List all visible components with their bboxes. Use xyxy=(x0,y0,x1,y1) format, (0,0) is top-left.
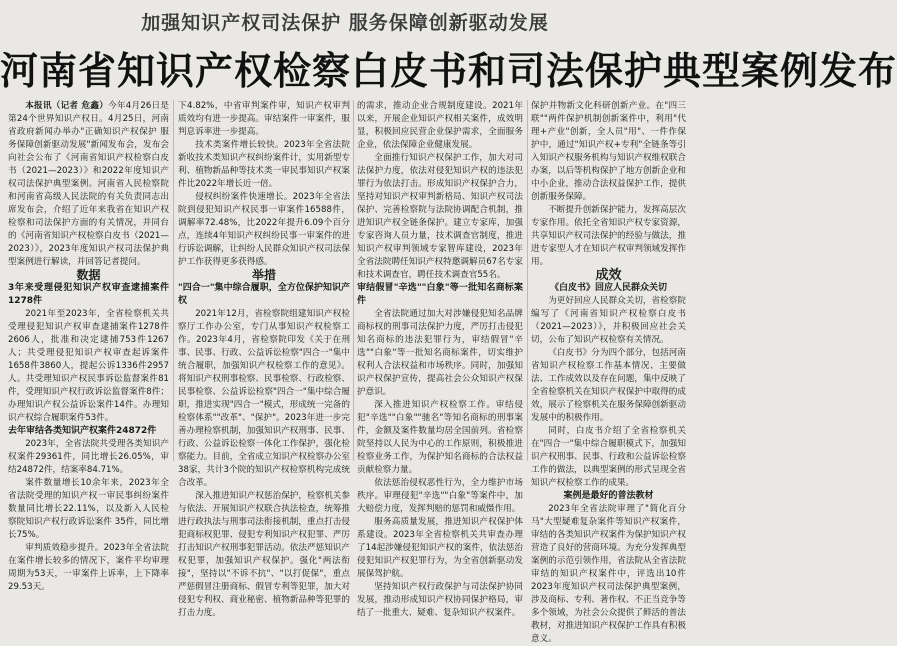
kicker-headline: 加强知识产权司法保护 服务保障创新驱动发展 xyxy=(141,12,549,34)
paragraph: 2021年12月，省检察院组建知识产权检察厅工作办公室，专门从事知识产权检察工作。2023年4月，省检察院印发《关于在刑事、民事、行政、公益诉讼检察"四合一"集中统合履职，加强知识产权检察工作的意见》。将知识产权刑事检察、民事检察、行政检察、民事检察、公益诉讼检察"四合一"集中综合履职，推进实现"四合一"模式，形成统一完备的检察体系""改革"、"保护"。2023年进一步完善办理检察机制，加强知识产权刑事、民事、行政、公益诉讼检察一体化工作保护，强化检察能力。目前，全省成立知识产权检察办公室38家，共计3个院的知识产权检察机构完成统合改革。 xyxy=(178,309,350,488)
subheading-white-paper: 《白皮书》回应人民群众关切 xyxy=(549,283,667,293)
paragraph: 的需求，推动企业合规制度建设。2021年以来，开展企业知识产权相关案件，成效明显，积极回应民营企业保护需求，全面服务企业，依法保障企业健康发展。 xyxy=(357,101,523,150)
article-column-4 xyxy=(531,100,686,644)
article-column-3 xyxy=(357,100,523,618)
paragraph: 保护并物新文化科研创新产业。在"四三联""两件保护机制创新案件中，利用"代理+产业"创新，全人员"用"、一件作保护中，通过"知识产权+专利"全链条等引入知识产权服务机构与知识产权维权联合办案，以后等机构保护了地方创新企业和中小企业，推动合法权益保护工作，提供创新服务保障。 xyxy=(531,101,686,202)
paragraph: 2023年，全省法院共受理各类知识产权案件29361件，同比增长26.05%，审结24872件，结案率84.71%。 xyxy=(8,439,169,475)
paragraph: 2023年全省法院审理了"简化百分马"大型疑难复杂案件等知识产权案件，审结的各类知识产权案件为保护知识产权营造了良好的营商环境。为充分发挥典型案例的示范引领作用，省法院从全省法院审结的知识产权案件中，评选出10件2023年度知识产权司法保护典型案例，涉及商标、专利、著作权、不正当竞争等多个领域，为社会公众提供了鲜活的普法教材，对推进知识产权保护工作具有积极意义。 xyxy=(531,504,686,644)
column-divider xyxy=(173,100,174,461)
subheading-trademark-cases: 审结假冒"辛选""白象"等一批知名商标案件 xyxy=(357,283,523,306)
article-column-2 xyxy=(178,100,350,618)
lead-paragraph xyxy=(8,100,169,269)
main-headline: 河南省知识产权检察白皮书和司法保护典型案例发布 xyxy=(0,49,897,93)
paragraph: 为更好回应人民群众关切，省检察院编写了《河南省知识产权检察白皮书（2021—2023）》，并积极回应社会关切，公布了知识产权检察有关情况。 xyxy=(531,296,686,345)
paragraph: 全面推行知识产权保护工作，加大对司法保护力度，依法对侵犯知识产权的违法犯罪行为依法打击。形成知识产权保护合力，坚持对知识产权审判新格局、知识产权司法保护、完善检察院与法院协调配合机制，推进知识产权全链条保护。建立专家库，加强专家咨询人员力量，技术调查官制度，推进知识产权审判领域专家智库建设，2023年全省法院聘任知识产权特邀调解员67名专家和技术调查官，聘任技术调查官55名。 xyxy=(357,153,523,280)
paragraph: 深入推进知识产权惩治保护，检察机关参与依法、开展知识产权联合执法检查，统筹推进行政执法与刑事司法衔接机制，重点打击侵犯商标权犯罪、侵犯专利知识产权犯罪、严厉打击知识产权刑事犯罪活动。依法严惩知识产权犯罪，加强知识产权保护。强化"两法衔接"，坚持以"不诉不抗"、"以打促保"，重点严惩假冒注册商标、假冒专利等犯罪，加大对侵犯专利权、商业秘密、植物新品种等犯罪的打击力度。 xyxy=(178,491,350,618)
section-heading-measures: 举措 xyxy=(251,268,276,282)
subheading-four-in-one: "四合一"集中综合履职，全方位保护知识产权 xyxy=(178,283,350,306)
subheading-cases-education: 案例是最好的普法教材 xyxy=(563,491,654,501)
paragraph: 依法惩治侵权恶性行为，全力维护市场秩序。审理侵犯"辛选""白象"等案件中，加大赔偿力度，发挥判赔的惩罚和威慑作用。 xyxy=(357,478,523,514)
lead-text: 今年4月26日是第24个世界知识产权日。4月25日，河南省政府新闻办举办"正确知识产权保护 服务保障创新驱动发展"新闻发布会，发布会向社会公布了《河南省知识产权检察白皮书（2021—2023）》和2022年度知识产权司法保护典型案例。河南省人民检察院和河南省高级人民法院的有关负责同志出席发布会，介绍了近年来我省在知识产权检察和司法保护方面的有关情况，并同台的《河南省知识产权检察白皮书（2021—2023）》，2023年度知识产权司法保护典型案例进行解读，并回答记者提问。 xyxy=(8,101,170,267)
paragraph: 案件数量增长10余年来，2023年全省法院受理的知识产权一审民事纠纷案件数量同比增长22.11%，以及新入人民检察院知识产权行政诉讼案件 35件，同比增长75%。 xyxy=(8,478,169,540)
paragraph: 《白皮书》分为四个部分，包括河南省知识产权检察工作基本情况、主要做法、工作成效以及存在问题，集中反映了全省检察机关在知识产权保护中取得的成效，展示了检察机关在服务保障创新驱动发展中的积极作用。 xyxy=(531,348,686,423)
column-divider xyxy=(353,100,354,461)
paragraph: 不断提升创新保护能力，发挥高层次专家作用。依托全省知识产权专家资源，共享知识产权司法保护的经验与做法，推进专家型人才在知识产权审判领域发挥作用。 xyxy=(531,205,686,267)
byline: 本报讯（记者 危鑫） xyxy=(25,101,109,111)
paragraph: 审判质效稳步提升。2023年全省法院在案件增长较多的情况下，案件平均审理周期为53天，一审案件上诉率，上下降率29.53天。 xyxy=(8,543,169,592)
paragraph: 坚持知识产权行政保护与司法保护协同发展，推动形成知识产权协同保护格局，审结了一批重大、疑难、复杂知识产权案件。 xyxy=(357,582,523,618)
section-heading-data: 数据 xyxy=(76,268,101,282)
column-divider xyxy=(527,100,528,461)
paragraph: 全省法院通过加大对涉嫌侵犯知名品牌商标权的刑事司法保护力度，严厉打击侵犯知名商标的违法犯罪行为，审结假冒"辛选""白象"等一批知名商标案件，切实维护权利人合法权益和市场秩序。同时，加强知识产权保护宣传，提高社会公众知识产权保护意识。 xyxy=(357,309,523,397)
section-heading-results: 成效 xyxy=(595,268,622,283)
subheading-cases-concluded: 去年审结各类知识产权案件24872件 xyxy=(8,426,157,436)
paragraph: 2021年至2023年，全省检察机关共受理侵犯知识产权审查逮捕案件1278件2606人，批准和决定逮捕753件1267人；共受理侵犯知识产权审查起诉案件1658件3860人，提起公诉1336件2957人。共受理知识产权民事诉讼监督案件81件，受理知识产权行政诉讼监督案件8件；办理知识产权公益诉讼案件14件。办理知识产权综合履职案件53件。 xyxy=(8,309,169,423)
paragraph: 下4.82%，中省审判案件审，知识产权审判质效均有进一步提高。审结案件一审案件，服判息诉率进一步提高。 xyxy=(178,101,350,137)
paragraph: 同时，白皮书介绍了全省检察机关在"四合一"集中综合履职模式下，加强知识产权刑事、民事、行政和公益诉讼检察工作的做法，以典型案例的形式呈现全省知识产权检察工作的成果。 xyxy=(531,426,686,488)
paragraph: 技术类案件增长较快。2023年全省法院新收技术类知识产权纠纷案件计，实用新型专利、植物新品种等技术类一审民事知识产权案件比2022年增长近一倍。 xyxy=(178,140,350,189)
article-column-1 xyxy=(8,100,170,592)
paragraph: 服务高质量发展，推进知识产权保护体系建设。2023年全省检察机关共审查办理了14起涉嫌侵犯知识产权的案件，依法惩治侵犯知识产权犯罪行为，为全省创新驱动发展保驾护航。 xyxy=(357,517,523,579)
subheading-arrests: 3年来受理侵犯知识产权审查逮捕案件1278件 xyxy=(8,283,169,306)
paragraph: 侵权纠纷案件快速增长。2023年全省法院到侵犯知识产权民事一审案件16588件，调解率72.48%，比2022年提升6.09个百分点，连续4年知识产权纠纷民事一审案件的进行诉讼调解，让纠纷人民群众知识产权司法保护工作获得更多获得感。 xyxy=(178,192,350,267)
paragraph: 深入推进知识产权检察工作。审结侵犯"辛选""白象""驰名"等知名商标的刑事案件，金额及案件数量均居全国前列。省检察院坚持以人民为中心的工作原则，积极推进检察业务工作，为保护知名商标的合法权益贡献检察力量。 xyxy=(357,400,523,475)
